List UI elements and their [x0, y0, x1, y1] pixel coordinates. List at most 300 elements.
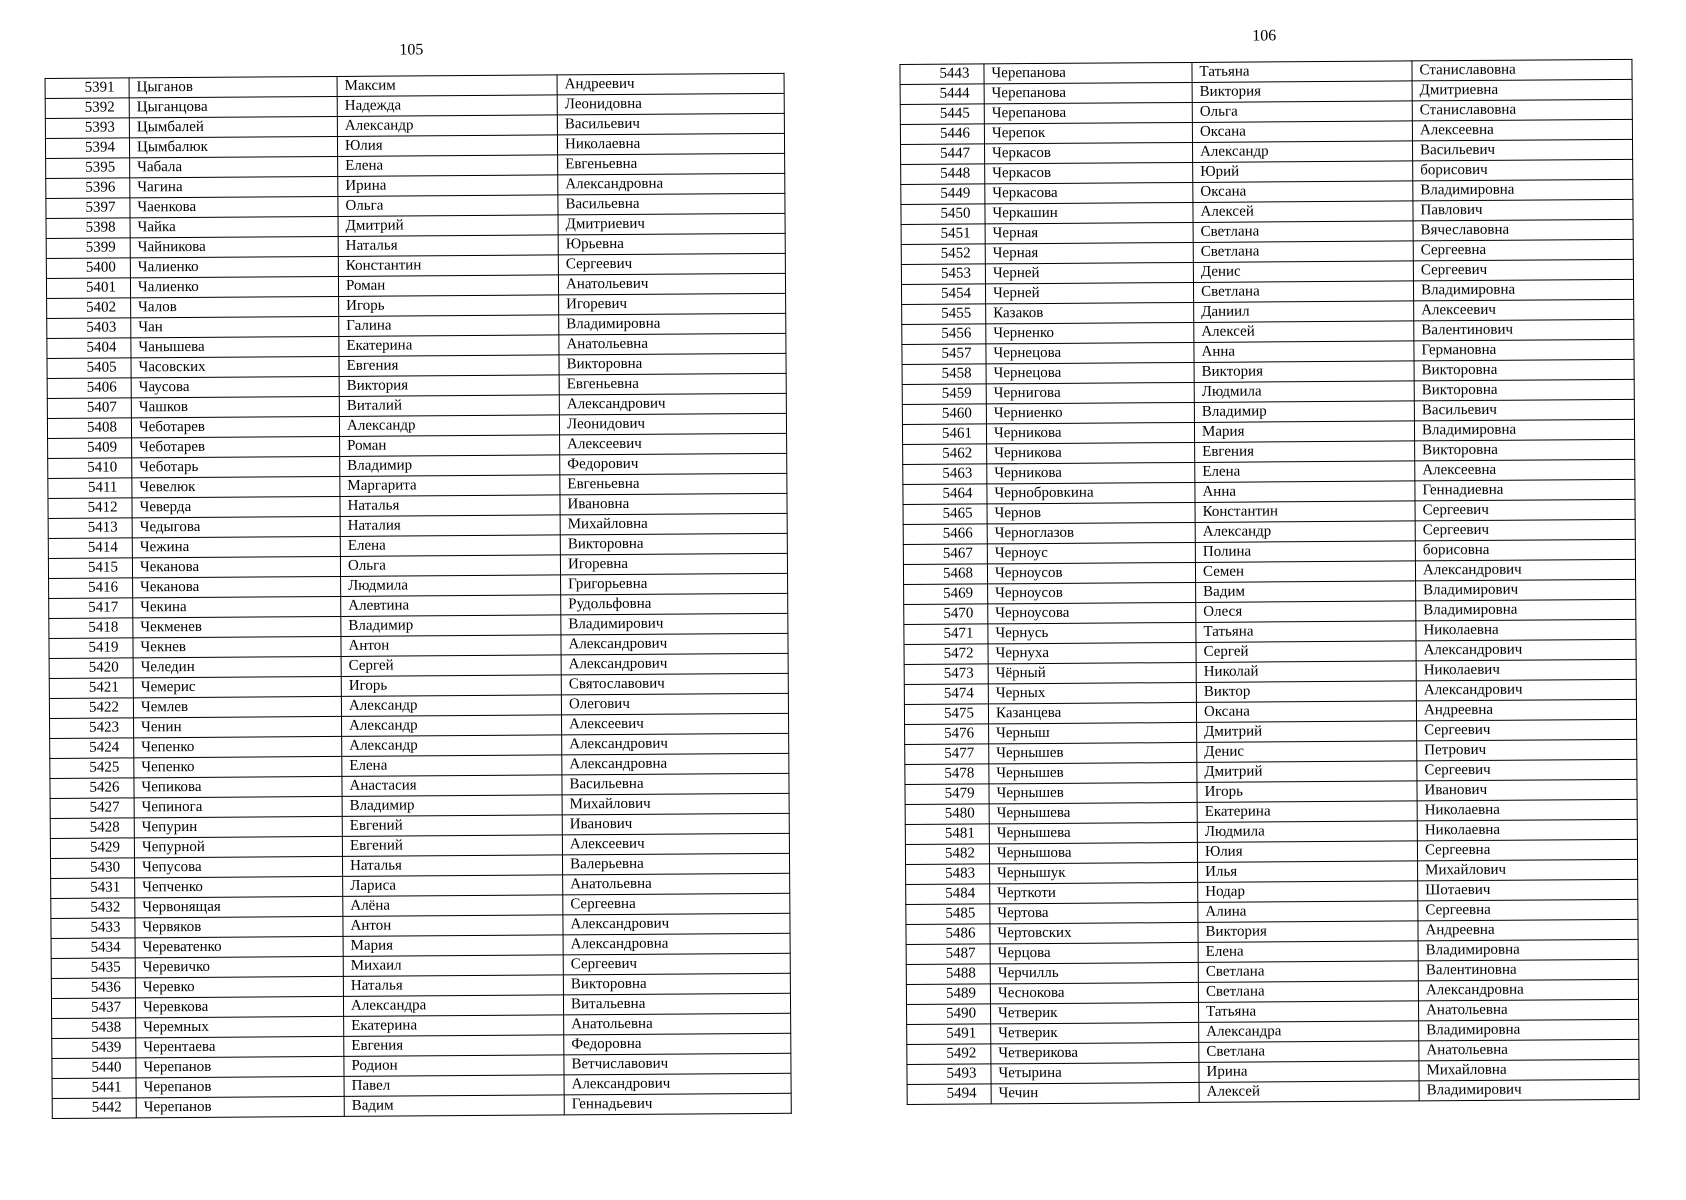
first-name-cell: Галина: [339, 315, 559, 337]
surname-cell: Чалиенко: [130, 256, 338, 277]
patronymic-cell: Евгеньевна: [558, 153, 785, 175]
surname-cell: Черкасова: [985, 182, 1193, 203]
row-number-cell: 5461: [902, 424, 986, 445]
patronymic-cell: Петрович: [1417, 739, 1637, 761]
first-name-cell: Нодар: [1198, 881, 1418, 903]
row-number-cell: 5479: [905, 784, 989, 805]
row-number-cell: 5428: [50, 818, 134, 839]
surname-cell: Четверик: [991, 1022, 1199, 1043]
first-name-cell: Елена: [338, 155, 558, 177]
first-name-cell: Юлия: [1197, 841, 1417, 863]
page-number: 105: [399, 41, 424, 59]
first-name-cell: Полина: [1195, 541, 1415, 563]
first-name-cell: Анна: [1194, 341, 1414, 363]
row-number-cell: 5444: [900, 84, 984, 105]
patronymic-cell: Александрович: [563, 913, 790, 935]
first-name-cell: Наталья: [342, 855, 562, 877]
first-name-cell: Александр: [1195, 521, 1415, 543]
first-name-cell: Виктория: [339, 375, 559, 397]
patronymic-cell: Николаевна: [1417, 819, 1637, 841]
patronymic-cell: Викторовна: [559, 353, 786, 375]
surname-cell: Чабала: [130, 156, 338, 177]
row-number-cell: 5454: [901, 284, 985, 305]
first-name-cell: Татьяна: [1199, 1001, 1419, 1023]
patronymic-cell: Дмитриевна: [1412, 79, 1632, 101]
patronymic-cell: Михайлович: [562, 793, 789, 815]
first-name-cell: Владимир: [341, 615, 561, 637]
row-number-cell: 5398: [46, 218, 130, 239]
surname-cell: Черепанов: [136, 1056, 344, 1077]
patronymic-cell: Александрович: [562, 733, 789, 755]
patronymic-cell: Дмитриевич: [558, 213, 785, 235]
surname-cell: Черноусов: [988, 582, 1196, 603]
first-name-cell: Юлия: [337, 135, 557, 157]
patronymic-cell: Владимировна: [1418, 939, 1638, 961]
surname-cell: Чагина: [130, 176, 338, 197]
surname-cell: Чернецова: [986, 342, 1194, 363]
first-name-cell: Александра: [343, 995, 563, 1017]
row-number-cell: 5405: [47, 358, 131, 379]
row-number-cell: 5445: [900, 104, 984, 125]
first-name-cell: Владимир: [340, 455, 560, 477]
first-name-cell: Виктория: [1192, 81, 1412, 103]
first-name-cell: Виктория: [1194, 361, 1414, 383]
patronymic-cell: Васильевич: [557, 113, 784, 135]
surname-cell: Чекина: [133, 596, 341, 617]
row-number-cell: 5434: [51, 938, 135, 959]
row-number-cell: 5467: [903, 544, 987, 565]
patronymic-cell: Николаевич: [1416, 659, 1636, 681]
row-number-cell: 5450: [901, 204, 985, 225]
row-number-cell: 5440: [52, 1058, 136, 1079]
patronymic-cell: Павлович: [1413, 199, 1633, 221]
surname-cell: Чепикова: [134, 776, 342, 797]
row-number-cell: 5415: [48, 558, 132, 579]
row-number-cell: 5473: [904, 664, 988, 685]
surname-cell: Чайникова: [130, 236, 338, 257]
patronymic-cell: Олегович: [561, 693, 788, 715]
first-name-cell: Наталия: [340, 515, 560, 537]
patronymic-cell: Анатольевич: [558, 273, 785, 295]
surname-cell: Черникова: [986, 422, 1194, 443]
first-name-cell: Алексей: [1199, 1081, 1419, 1103]
patronymic-cell: Николаевна: [1416, 619, 1636, 641]
row-number-cell: 5438: [52, 1018, 136, 1039]
row-number-cell: 5463: [903, 464, 987, 485]
patronymic-cell: Васильевна: [562, 773, 789, 795]
row-number-cell: 5484: [906, 884, 990, 905]
row-number-cell: 5418: [49, 618, 133, 639]
row-number-cell: 5494: [907, 1084, 991, 1105]
row-number-cell: 5421: [49, 678, 133, 699]
first-name-cell: Татьяна: [1196, 621, 1416, 643]
row-number-cell: 5423: [50, 718, 134, 739]
row-number-cell: 5397: [46, 198, 130, 219]
first-name-cell: Анастасия: [342, 775, 562, 797]
first-name-cell: Максим: [337, 75, 557, 97]
surname-cell: Чернышук: [990, 862, 1198, 883]
first-name-cell: Людмила: [1197, 821, 1417, 843]
row-number-cell: 5409: [48, 438, 132, 459]
row-number-cell: 5481: [905, 824, 989, 845]
patronymic-cell: Леонидович: [559, 413, 786, 435]
patronymic-cell: Викторовна: [1414, 379, 1634, 401]
row-number-cell: 5447: [901, 144, 985, 165]
surname-cell: Черныш: [989, 722, 1197, 743]
row-number-cell: 5413: [48, 518, 132, 539]
surname-cell: Чайка: [130, 216, 338, 237]
patronymic-cell: Андреевич: [557, 73, 784, 95]
surname-cell: Черепок: [984, 122, 1192, 143]
surname-cell: Черепанов: [136, 1076, 344, 1097]
row-number-cell: 5426: [50, 778, 134, 799]
patronymic-cell: Владимирович: [1419, 1079, 1639, 1101]
surname-cell: Череватенко: [135, 936, 343, 957]
first-name-cell: Игорь: [341, 675, 561, 697]
row-number-cell: 5451: [901, 224, 985, 245]
row-number-cell: 5478: [905, 764, 989, 785]
first-name-cell: Александр: [337, 115, 557, 137]
surname-cell: Четверик: [991, 1002, 1199, 1023]
row-number-cell: 5433: [51, 918, 135, 939]
row-number-cell: 5446: [900, 124, 984, 145]
patronymic-cell: Анатольевна: [1419, 999, 1639, 1021]
patronymic-cell: Федоровна: [564, 1033, 791, 1055]
row-number-cell: 5493: [907, 1064, 991, 1085]
surname-cell: Чашков: [131, 396, 339, 417]
row-number-cell: 5419: [49, 638, 133, 659]
first-name-cell: Александра: [1199, 1021, 1419, 1043]
patronymic-cell: Сергеевич: [1415, 519, 1635, 541]
patronymic-cell: Владимирович: [561, 613, 788, 635]
patronymic-cell: Валерьевна: [562, 853, 789, 875]
first-name-cell: Дмитрий: [338, 215, 558, 237]
surname-cell: Черникова: [987, 462, 1195, 483]
first-name-cell: Константин: [338, 255, 558, 277]
first-name-cell: Оксана: [1192, 121, 1412, 143]
patronymic-cell: Витальевна: [563, 993, 790, 1015]
patronymic-cell: Владимировна: [1413, 179, 1633, 201]
first-name-cell: Наталья: [343, 975, 563, 997]
surname-cell: Черней: [985, 282, 1193, 303]
first-name-cell: Олеся: [1196, 601, 1416, 623]
patronymic-cell: Рудольфовна: [561, 593, 788, 615]
row-number-cell: 5442: [52, 1098, 136, 1119]
row-number-cell: 5400: [46, 258, 130, 279]
first-name-cell: Виталий: [339, 395, 559, 417]
row-number-cell: 5443: [900, 64, 984, 85]
surname-cell: Чеботарев: [132, 436, 340, 457]
surname-cell: Чечин: [991, 1082, 1199, 1103]
row-number-cell: 5452: [901, 244, 985, 265]
row-number-cell: 5431: [51, 878, 135, 899]
first-name-cell: Алевтина: [341, 595, 561, 617]
row-number-cell: 5439: [52, 1038, 136, 1059]
patronymic-cell: Викторовна: [560, 533, 787, 555]
patronymic-cell: Анатольевна: [559, 333, 786, 355]
first-name-cell: Людмила: [1194, 381, 1414, 403]
row-number-cell: 5492: [907, 1044, 991, 1065]
surname-cell: Черентаева: [136, 1036, 344, 1057]
surname-cell: Черноус: [987, 542, 1195, 563]
patronymic-cell: Иванович: [562, 813, 789, 835]
first-name-cell: Светлана: [1193, 241, 1413, 263]
surname-cell: Черевичко: [135, 956, 343, 977]
surname-cell: Часовских: [131, 356, 339, 377]
patronymic-cell: Николаевна: [557, 133, 784, 155]
first-name-cell: Евгения: [344, 1035, 564, 1057]
row-number-cell: 5455: [902, 304, 986, 325]
first-name-cell: Виктория: [1198, 921, 1418, 943]
row-number-cell: 5399: [46, 238, 130, 259]
patronymic-cell: Алексеевич: [562, 713, 789, 735]
row-number-cell: 5476: [905, 724, 989, 745]
first-name-cell: Роман: [338, 275, 558, 297]
patronymic-cell: Сергеевна: [1413, 239, 1633, 261]
row-number-cell: 5427: [50, 798, 134, 819]
patronymic-cell: Александровна: [562, 753, 789, 775]
patronymic-cell: Станиславовна: [1412, 99, 1632, 121]
surname-cell: Чеканова: [132, 556, 340, 577]
surname-cell: Чеканова: [133, 576, 341, 597]
row-number-cell: 5471: [904, 624, 988, 645]
patronymic-cell: Игоревич: [559, 293, 786, 315]
surname-cell: Чаусова: [131, 376, 339, 397]
first-name-cell: Владимир: [1194, 401, 1414, 423]
patronymic-cell: Станиславовна: [1412, 59, 1632, 81]
row-number-cell: 5396: [46, 178, 130, 199]
surname-cell: Цымбалюк: [129, 136, 337, 157]
patronymic-cell: Евгеньевна: [560, 473, 787, 495]
first-name-cell: Владимир: [342, 795, 562, 817]
surname-cell: Чекменев: [133, 616, 341, 637]
surname-cell: Чернышев: [989, 742, 1197, 763]
patronymic-cell: Андреевна: [1416, 699, 1636, 721]
row-number-cell: 5475: [904, 704, 988, 725]
patronymic-cell: Леонидовна: [557, 93, 784, 115]
row-number-cell: 5469: [904, 584, 988, 605]
first-name-cell: Лариса: [343, 875, 563, 897]
roster-table: [45, 73, 792, 1119]
row-number-cell: 5449: [901, 184, 985, 205]
surname-cell: Черненко: [986, 322, 1194, 343]
surname-cell: Черноусова: [988, 602, 1196, 623]
surname-cell: Чежина: [132, 536, 340, 557]
patronymic-cell: Ивановна: [560, 493, 787, 515]
patronymic-cell: Александрович: [1416, 639, 1636, 661]
patronymic-cell: Александрович: [561, 653, 788, 675]
patronymic-cell: Сергеевич: [558, 253, 785, 275]
surname-cell: Чепенко: [134, 756, 342, 777]
first-name-cell: Евгения: [1195, 441, 1415, 463]
patronymic-cell: Алексеевич: [562, 833, 789, 855]
row-number-cell: 5489: [906, 984, 990, 1005]
patronymic-cell: Сергеевна: [563, 893, 790, 915]
patronymic-cell: Вячеславовна: [1413, 219, 1633, 241]
patronymic-cell: Васильевна: [558, 193, 785, 215]
surname-cell: Чепурин: [134, 816, 342, 837]
row-number-cell: 5460: [902, 404, 986, 425]
first-name-cell: Александр: [1193, 141, 1413, 163]
patronymic-cell: Александрович: [564, 1073, 791, 1095]
first-name-cell: Сергей: [341, 655, 561, 677]
first-name-cell: Родион: [344, 1055, 564, 1077]
row-number-cell: 5480: [905, 804, 989, 825]
surname-cell: Чернов: [987, 502, 1195, 523]
surname-cell: Чертовских: [990, 922, 1198, 943]
surname-cell: Черная: [985, 242, 1193, 263]
row-number-cell: 5482: [905, 844, 989, 865]
first-name-cell: Оксана: [1193, 181, 1413, 203]
row-number-cell: 5472: [904, 644, 988, 665]
first-name-cell: Людмила: [341, 575, 561, 597]
patronymic-cell: Валентиновна: [1418, 959, 1638, 981]
surname-cell: Чепурной: [134, 836, 342, 857]
surname-cell: Червонящая: [135, 896, 343, 917]
patronymic-cell: Анатольевна: [564, 1013, 791, 1035]
row-number-cell: 5453: [901, 264, 985, 285]
surname-cell: Черепанов: [136, 1096, 344, 1117]
first-name-cell: Елена: [1195, 461, 1415, 483]
surname-cell: Черепанова: [984, 62, 1192, 83]
row-number-cell: 5394: [45, 138, 129, 159]
patronymic-cell: Александровна: [558, 173, 785, 195]
first-name-cell: Михаил: [343, 955, 563, 977]
surname-cell: Чернышев: [989, 782, 1197, 803]
first-name-cell: Елена: [1198, 941, 1418, 963]
row-number-cell: 5430: [50, 858, 134, 879]
surname-cell: Черниговa: [986, 382, 1194, 403]
surname-cell: Чернуха: [988, 642, 1196, 663]
surname-cell: Казанцева: [988, 702, 1196, 723]
patronymic-cell: Ветчиславович: [564, 1053, 791, 1075]
patronymic-cell: Александровна: [563, 933, 790, 955]
first-name-cell: Сергей: [1196, 641, 1416, 663]
first-name-cell: Светлана: [1199, 1041, 1419, 1063]
surname-cell: Чеботарь: [132, 456, 340, 477]
row-number-cell: 5483: [906, 864, 990, 885]
patronymic-cell: Евгеньевна: [559, 373, 786, 395]
surname-cell: Цыганов: [129, 76, 337, 97]
first-name-cell: Антон: [341, 635, 561, 657]
row-number-cell: 5422: [49, 698, 133, 719]
first-name-cell: Денис: [1197, 741, 1417, 763]
surname-cell: Чёрный: [988, 662, 1196, 683]
row-number-cell: 5401: [46, 278, 130, 299]
first-name-cell: Вадим: [1196, 581, 1416, 603]
row-number-cell: 5425: [50, 758, 134, 779]
row-number-cell: 5392: [45, 98, 129, 119]
surname-cell: Черкашин: [985, 202, 1193, 223]
surname-cell: Червяков: [135, 916, 343, 937]
row-number-cell: 5464: [903, 484, 987, 505]
row-number-cell: 5432: [51, 898, 135, 919]
surname-cell: Чепченко: [135, 876, 343, 897]
first-name-cell: Светлана: [1198, 961, 1418, 983]
first-name-cell: Екатерина: [344, 1015, 564, 1037]
patronymic-cell: Сергеевич: [1417, 759, 1637, 781]
surname-cell: Чернышева: [989, 822, 1197, 843]
surname-cell: Черевко: [135, 976, 343, 997]
surname-cell: Черных: [988, 682, 1196, 703]
first-name-cell: Алёна: [343, 895, 563, 917]
row-number-cell: 5391: [45, 78, 129, 99]
patronymic-cell: Михайлович: [1418, 859, 1638, 881]
surname-cell: Чепинога: [134, 796, 342, 817]
row-number-cell: 5441: [52, 1078, 136, 1099]
first-name-cell: Надежда: [337, 95, 557, 117]
row-number-cell: 5466: [903, 524, 987, 545]
patronymic-cell: Валентинович: [1414, 319, 1634, 341]
surname-cell: Черемных: [136, 1016, 344, 1037]
row-number-cell: 5468: [903, 564, 987, 585]
row-number-cell: 5395: [46, 158, 130, 179]
patronymic-cell: Владимировна: [1414, 419, 1634, 441]
surname-cell: Чевелюк: [132, 476, 340, 497]
first-name-cell: Павел: [344, 1075, 564, 1097]
first-name-cell: Светлана: [1193, 221, 1413, 243]
first-name-cell: Ольга: [1192, 101, 1412, 123]
patronymic-cell: Анатольевна: [563, 873, 790, 895]
surname-cell: Черепанова: [984, 102, 1192, 123]
row-number-cell: 5393: [45, 118, 129, 139]
surname-cell: Четырина: [991, 1062, 1199, 1083]
row-number-cell: 5487: [906, 944, 990, 965]
first-name-cell: Маргарита: [340, 475, 560, 497]
surname-cell: Челедин: [133, 656, 341, 677]
row-number-cell: 5424: [50, 738, 134, 759]
surname-cell: Цыганцова: [129, 96, 337, 117]
patronymic-cell: Александрович: [1416, 679, 1636, 701]
surname-cell: Чертова: [990, 902, 1198, 923]
surname-cell: Черниенко: [986, 402, 1194, 423]
row-number-cell: 5412: [48, 498, 132, 519]
first-name-cell: Алексей: [1194, 321, 1414, 343]
first-name-cell: Анна: [1195, 481, 1415, 503]
surname-cell: Чемлев: [133, 696, 341, 717]
surname-cell: Чан: [131, 316, 339, 337]
patronymic-cell: Сергеевна: [1417, 839, 1637, 861]
first-name-cell: Игорь: [339, 295, 559, 317]
first-name-cell: Наталья: [338, 235, 558, 257]
surname-cell: Чемерис: [133, 676, 341, 697]
patronymic-cell: борисовна: [1415, 539, 1635, 561]
first-name-cell: Светлана: [1193, 281, 1413, 303]
patronymic-cell: Николаевна: [1417, 799, 1637, 821]
first-name-cell: Ирина: [338, 175, 558, 197]
patronymic-cell: борисович: [1413, 159, 1633, 181]
patronymic-cell: Юрьевна: [558, 233, 785, 255]
patronymic-cell: Сергеевич: [563, 953, 790, 975]
patronymic-cell: Александрович: [559, 393, 786, 415]
patronymic-cell: Сергеевич: [1417, 719, 1637, 741]
surname-cell: Чалов: [131, 296, 339, 317]
patronymic-cell: Владимирович: [1416, 579, 1636, 601]
first-name-cell: Семен: [1195, 561, 1415, 583]
surname-cell: Черникова: [987, 442, 1195, 463]
roster-table: [899, 59, 1639, 1105]
patronymic-cell: Игоревна: [560, 553, 787, 575]
first-name-cell: Оксана: [1196, 701, 1416, 723]
patronymic-cell: Григорьевна: [561, 573, 788, 595]
surname-cell: Казаков: [986, 302, 1194, 323]
surname-cell: Чепусова: [134, 856, 342, 877]
row-number-cell: 5416: [49, 578, 133, 599]
patronymic-cell: Владимировна: [559, 313, 786, 335]
row-number-cell: 5406: [47, 378, 131, 399]
patronymic-cell: Федорович: [560, 453, 787, 475]
patronymic-cell: Германовна: [1414, 339, 1634, 361]
